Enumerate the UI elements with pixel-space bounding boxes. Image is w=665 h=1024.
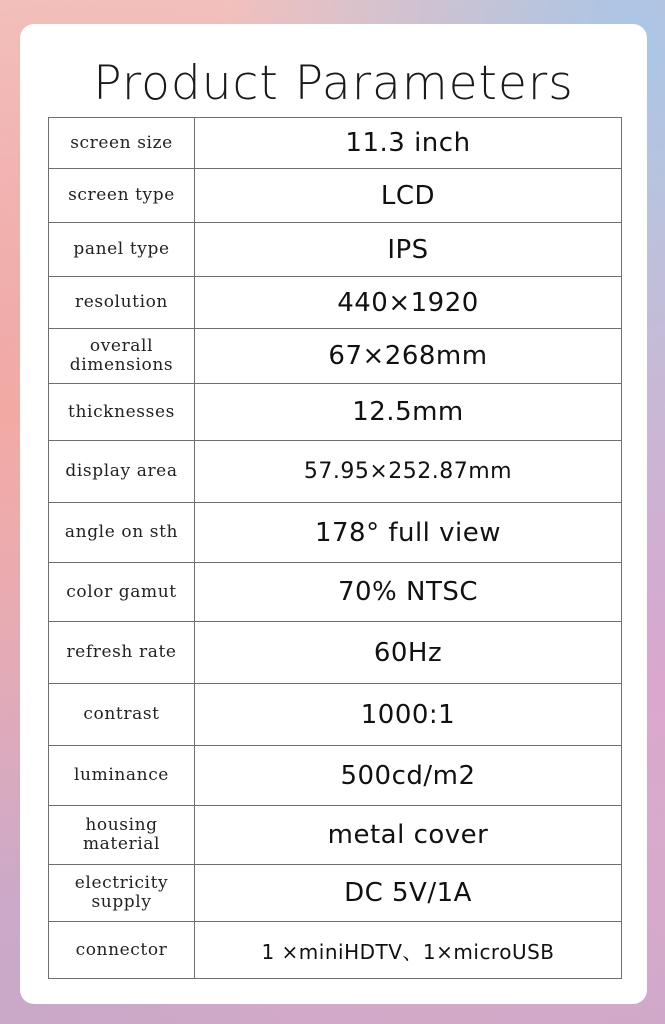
param-label: resolution — [49, 277, 195, 329]
table-row — [49, 329, 622, 384]
param-value: 67×268mm — [195, 329, 622, 384]
param-value: 11.3 inch — [195, 118, 622, 169]
param-value: IPS — [195, 223, 622, 277]
param-label: display area — [49, 441, 195, 503]
table-row — [49, 563, 622, 622]
param-value: metal cover — [195, 806, 622, 865]
param-value: 12.5mm — [195, 384, 622, 441]
table-row — [49, 223, 622, 277]
param-label: angle on sth — [49, 503, 195, 563]
param-label: overall dimensions — [49, 329, 195, 384]
param-value: DC 5V/1A — [195, 865, 622, 922]
param-value: 1000:1 — [195, 684, 622, 746]
table-row — [49, 441, 622, 503]
table-row — [49, 622, 622, 684]
param-label: connector — [49, 922, 195, 979]
table-row — [49, 806, 622, 865]
param-label: screen type — [49, 169, 195, 223]
param-label: thicknesses — [49, 384, 195, 441]
param-label: luminance — [49, 746, 195, 806]
table-row — [49, 384, 622, 441]
param-label: housing material — [49, 806, 195, 865]
page-title: Product Parameters — [93, 56, 574, 111]
table-row — [49, 118, 622, 169]
table-row — [49, 922, 622, 979]
param-label: refresh rate — [49, 622, 195, 684]
param-label: electricity supply — [49, 865, 195, 922]
param-label: screen size — [49, 118, 195, 169]
param-value: 57.95×252.87mm — [195, 441, 622, 503]
param-value: 500cd/m2 — [195, 746, 622, 806]
table-row — [49, 684, 622, 746]
param-label: panel type — [49, 223, 195, 277]
param-value: LCD — [195, 169, 622, 223]
table-row — [49, 746, 622, 806]
table-row — [49, 277, 622, 329]
table-row — [49, 503, 622, 563]
param-label: color gamut — [49, 563, 195, 622]
param-value: 178° full view — [195, 503, 622, 563]
param-value: 1 ×miniHDTV、1×microUSB — [195, 922, 622, 979]
param-value: 440×1920 — [195, 277, 622, 329]
param-value: 70% NTSC — [195, 563, 622, 622]
table-row — [49, 865, 622, 922]
param-value: 60Hz — [195, 622, 622, 684]
table-row — [49, 169, 622, 223]
param-label: contrast — [49, 684, 195, 746]
parameters-table — [48, 117, 622, 979]
